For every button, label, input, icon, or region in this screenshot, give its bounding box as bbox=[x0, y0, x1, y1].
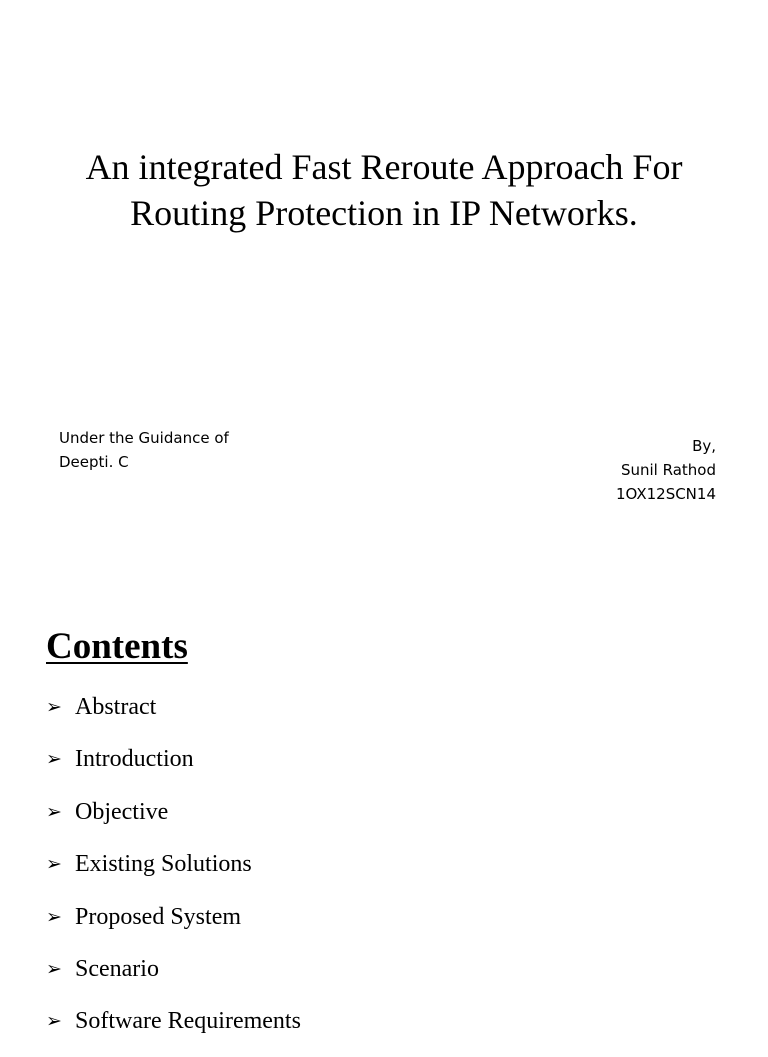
arrow-bullet-icon: ➢ bbox=[46, 957, 62, 980]
contents-item-label: Proposed System bbox=[75, 903, 242, 930]
contents-item bbox=[46, 795, 301, 847]
slide-title bbox=[0, 144, 768, 236]
arrow-bullet-icon: ➢ bbox=[46, 905, 62, 928]
arrow-bullet-icon: ➢ bbox=[46, 1010, 62, 1033]
contents-item-label: Scenario bbox=[75, 955, 159, 982]
guidance-block bbox=[59, 426, 229, 474]
author-block bbox=[616, 434, 716, 506]
contents-item-label: Objective bbox=[75, 798, 169, 825]
contents-item bbox=[46, 742, 301, 794]
contents-item-label: Introduction bbox=[75, 746, 194, 773]
contents-list bbox=[46, 690, 301, 1057]
guidance-label: Under the Guidance of bbox=[59, 429, 229, 447]
author-by-label: By, bbox=[692, 437, 716, 455]
contents-item bbox=[46, 952, 301, 1004]
arrow-bullet-icon: ➢ bbox=[46, 748, 62, 771]
contents-item-label: Software Requirements bbox=[75, 1008, 301, 1035]
author-name: Sunil Rathod bbox=[620, 461, 716, 479]
contents-item bbox=[46, 1004, 301, 1056]
contents-item-label: Abstract bbox=[75, 694, 157, 720]
contents-item-label: Existing Solutions bbox=[75, 851, 252, 878]
author-id: 1OX12SCN14 bbox=[615, 485, 716, 503]
slide-title-line-2: Routing Protection in IP Networks. bbox=[130, 193, 638, 233]
contents-item bbox=[46, 690, 301, 742]
contents-item bbox=[46, 900, 301, 952]
contents-heading: Contents bbox=[46, 626, 188, 667]
contents-item bbox=[46, 847, 301, 899]
guide-name: Deepti. C bbox=[59, 453, 129, 471]
slide-title-line-1: An integrated Fast Reroute Approach For bbox=[85, 147, 683, 187]
arrow-bullet-icon: ➢ bbox=[46, 696, 62, 718]
arrow-bullet-icon: ➢ bbox=[46, 800, 62, 823]
arrow-bullet-icon: ➢ bbox=[46, 853, 62, 876]
